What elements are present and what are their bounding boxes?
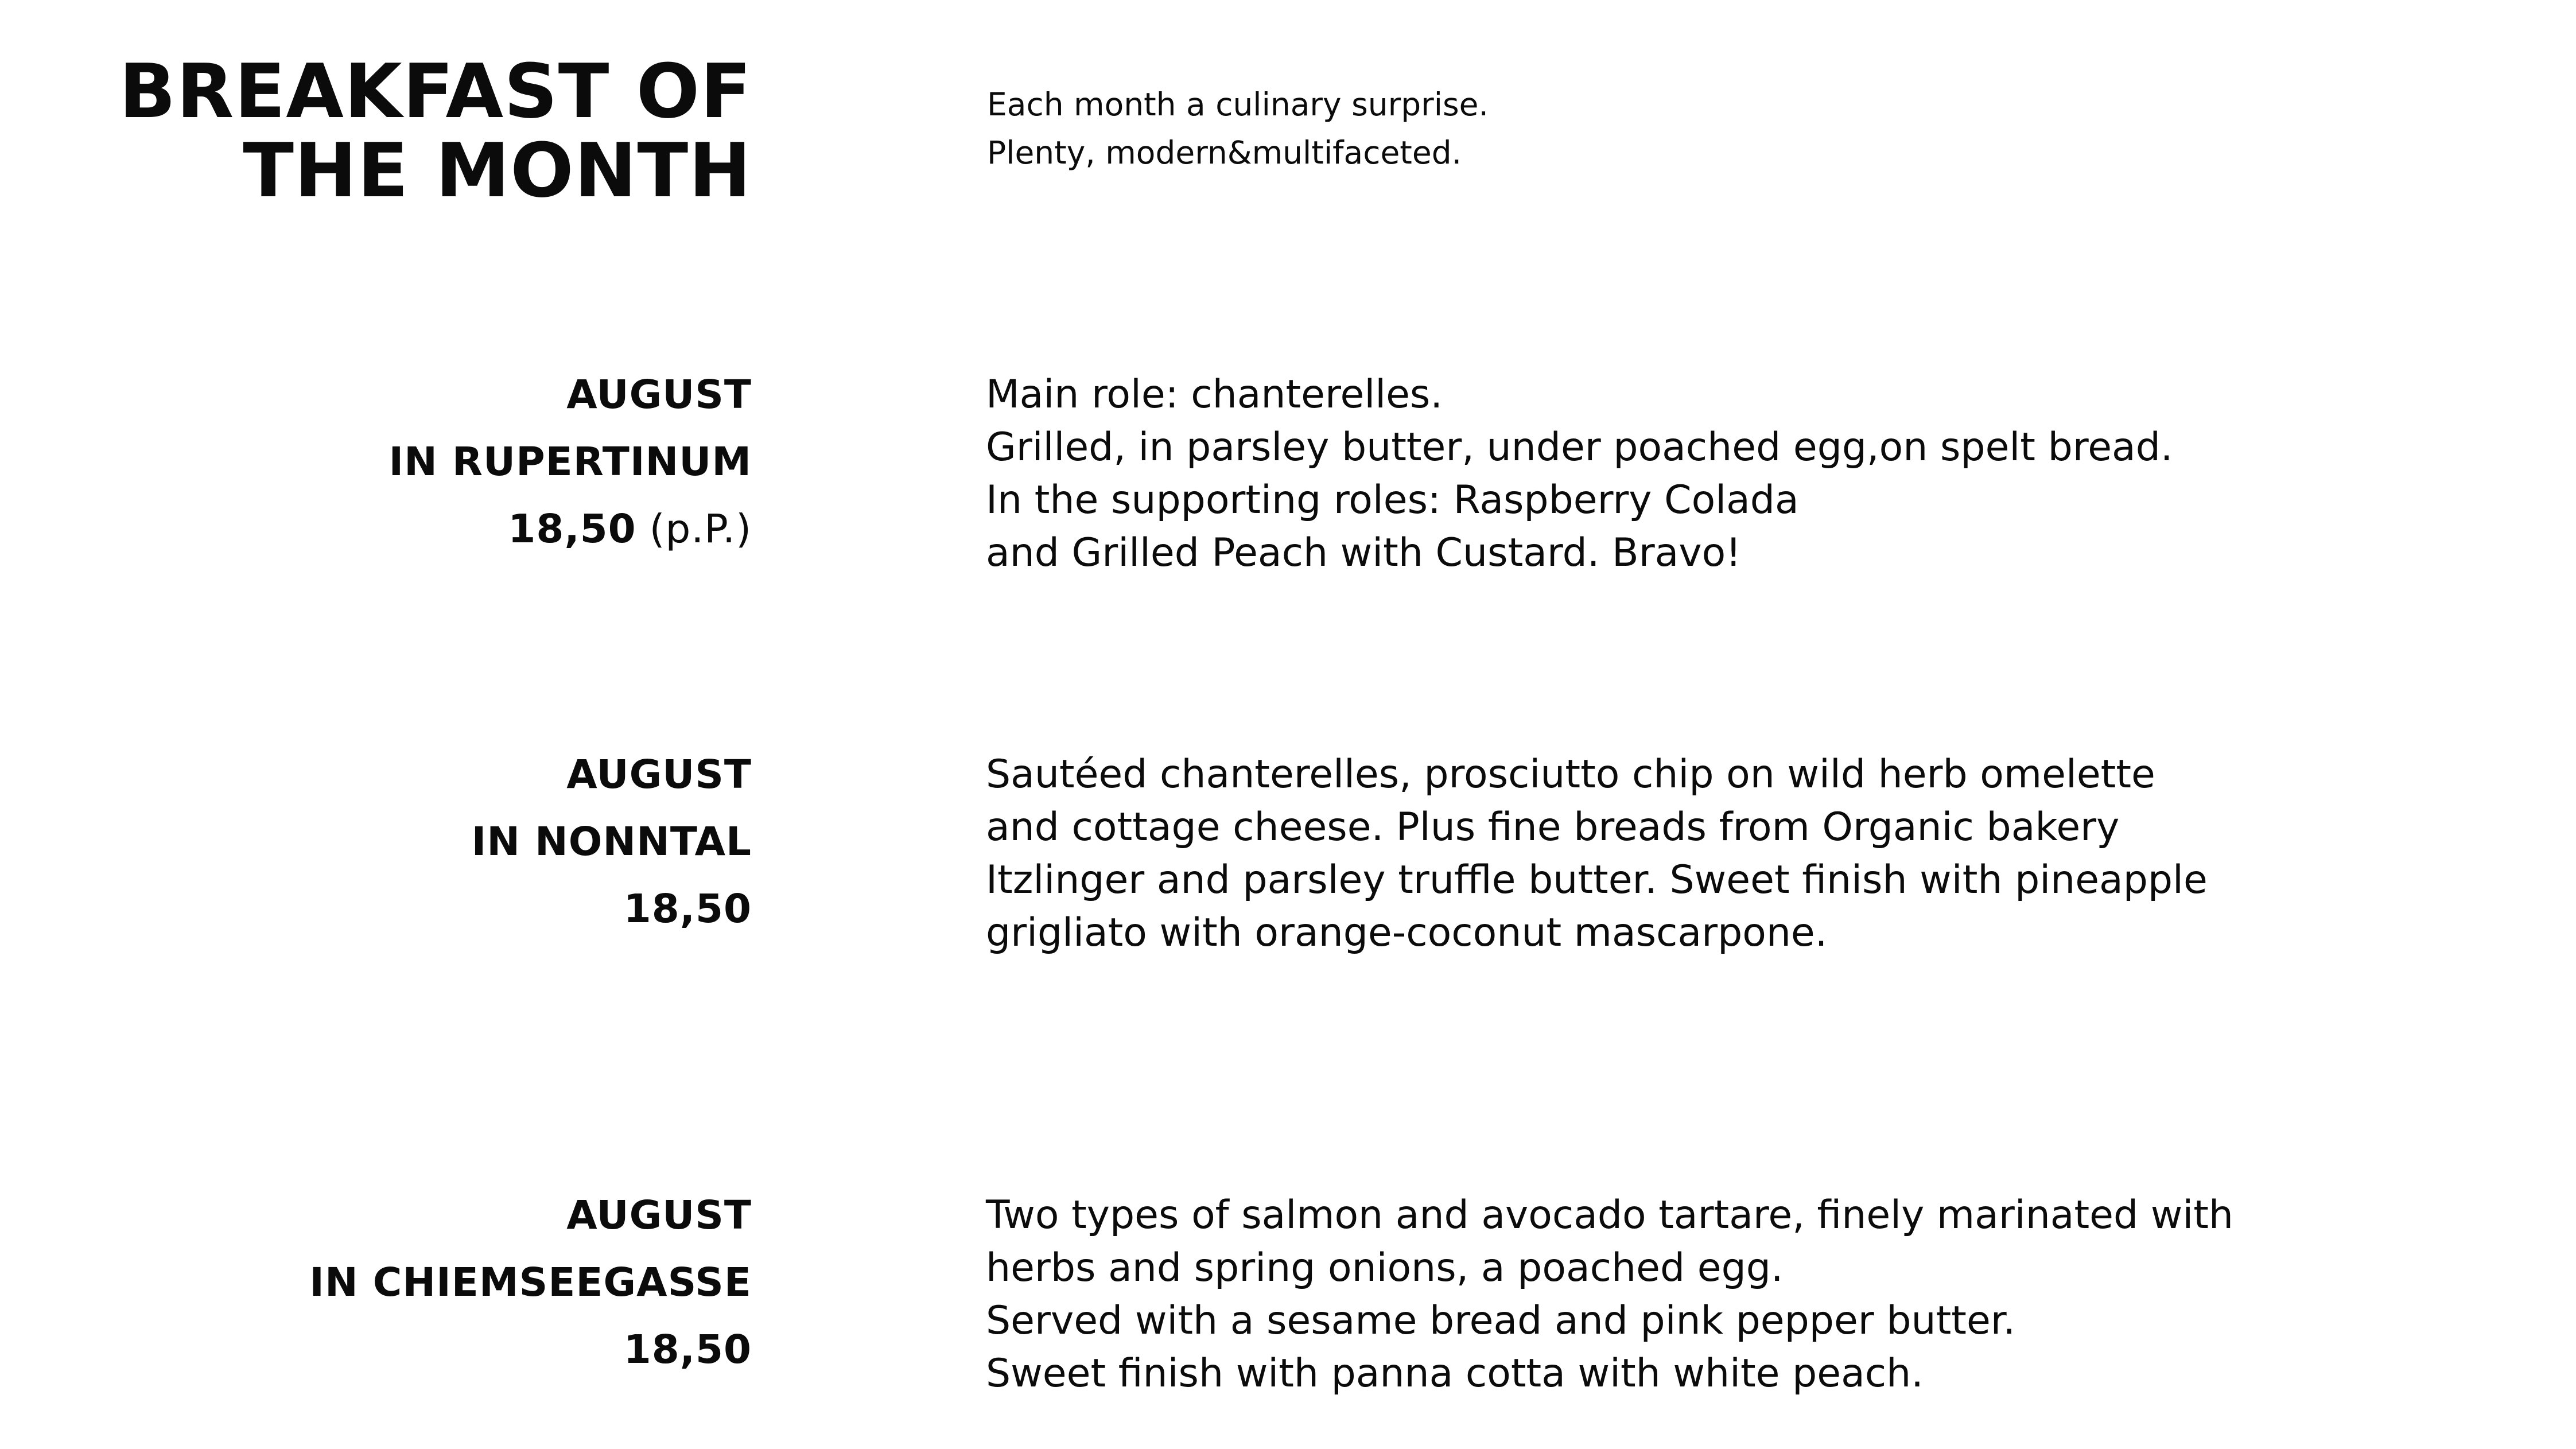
section-nonntal-description (986, 748, 2208, 959)
intro-text (987, 80, 1489, 177)
title-line-2: THE MONTH (243, 127, 752, 214)
section-price: 18,50 (623, 886, 752, 932)
section-price: 18,50 (508, 506, 636, 552)
intro-line-1: Each month a culinary surprise. (987, 86, 1489, 123)
section-month: AUGUST (566, 372, 752, 418)
section-location: IN RUPERTINUM (388, 439, 752, 485)
description-line: Grilled, in parsley butter, under poached egg,on spelt bread. (986, 425, 2173, 470)
section-chiemseegasse-description (986, 1189, 2233, 1400)
description-line: In the supporting roles: Raspberry Colada (986, 477, 1799, 523)
description-line: Main role: chanterelles. (986, 372, 1443, 417)
section-rupertinum-description (986, 368, 2173, 580)
intro-line-2: Plenty, modern&multifaceted. (987, 134, 1462, 171)
description-line: Sautéed chanterelles, prosciutto chip on wild herb omelette (986, 752, 2155, 797)
title-line-1: BREAKFAST OF (119, 48, 752, 135)
section-month: AUGUST (566, 752, 752, 798)
section-price: 18,50 (623, 1327, 752, 1373)
description-line: and cottage cheese. Plus fine breads from Organic bakery (986, 805, 2120, 850)
page-title (115, 48, 752, 214)
section-rupertinum-heading (115, 362, 752, 563)
section-month: AUGUST (566, 1192, 752, 1238)
description-line: Itzlinger and parsley truffle butter. Sweet finish with pineapple (986, 857, 2208, 903)
price-suffix: (p.P.) (636, 506, 752, 552)
section-nonntal-heading (115, 741, 752, 943)
description-line: Sweet finish with panna cotta with white peach. (986, 1351, 1924, 1396)
section-location: IN NONNTAL (471, 819, 752, 865)
section-chiemseegasse-heading (115, 1182, 752, 1384)
description-line: and Grilled Peach with Custard. Bravo! (986, 530, 1742, 576)
description-line: grigliato with orange-coconut mascarpone. (986, 910, 1828, 955)
description-line: Served with a sesame bread and pink pepper butter. (986, 1298, 2016, 1343)
description-line: Two types of salmon and avocado tartare, finely marinated with (986, 1192, 2234, 1238)
description-line: herbs and spring onions, a poached egg. (986, 1245, 1784, 1291)
section-price-line (115, 496, 752, 563)
section-location: IN CHIEMSEEGASSE (309, 1260, 752, 1306)
